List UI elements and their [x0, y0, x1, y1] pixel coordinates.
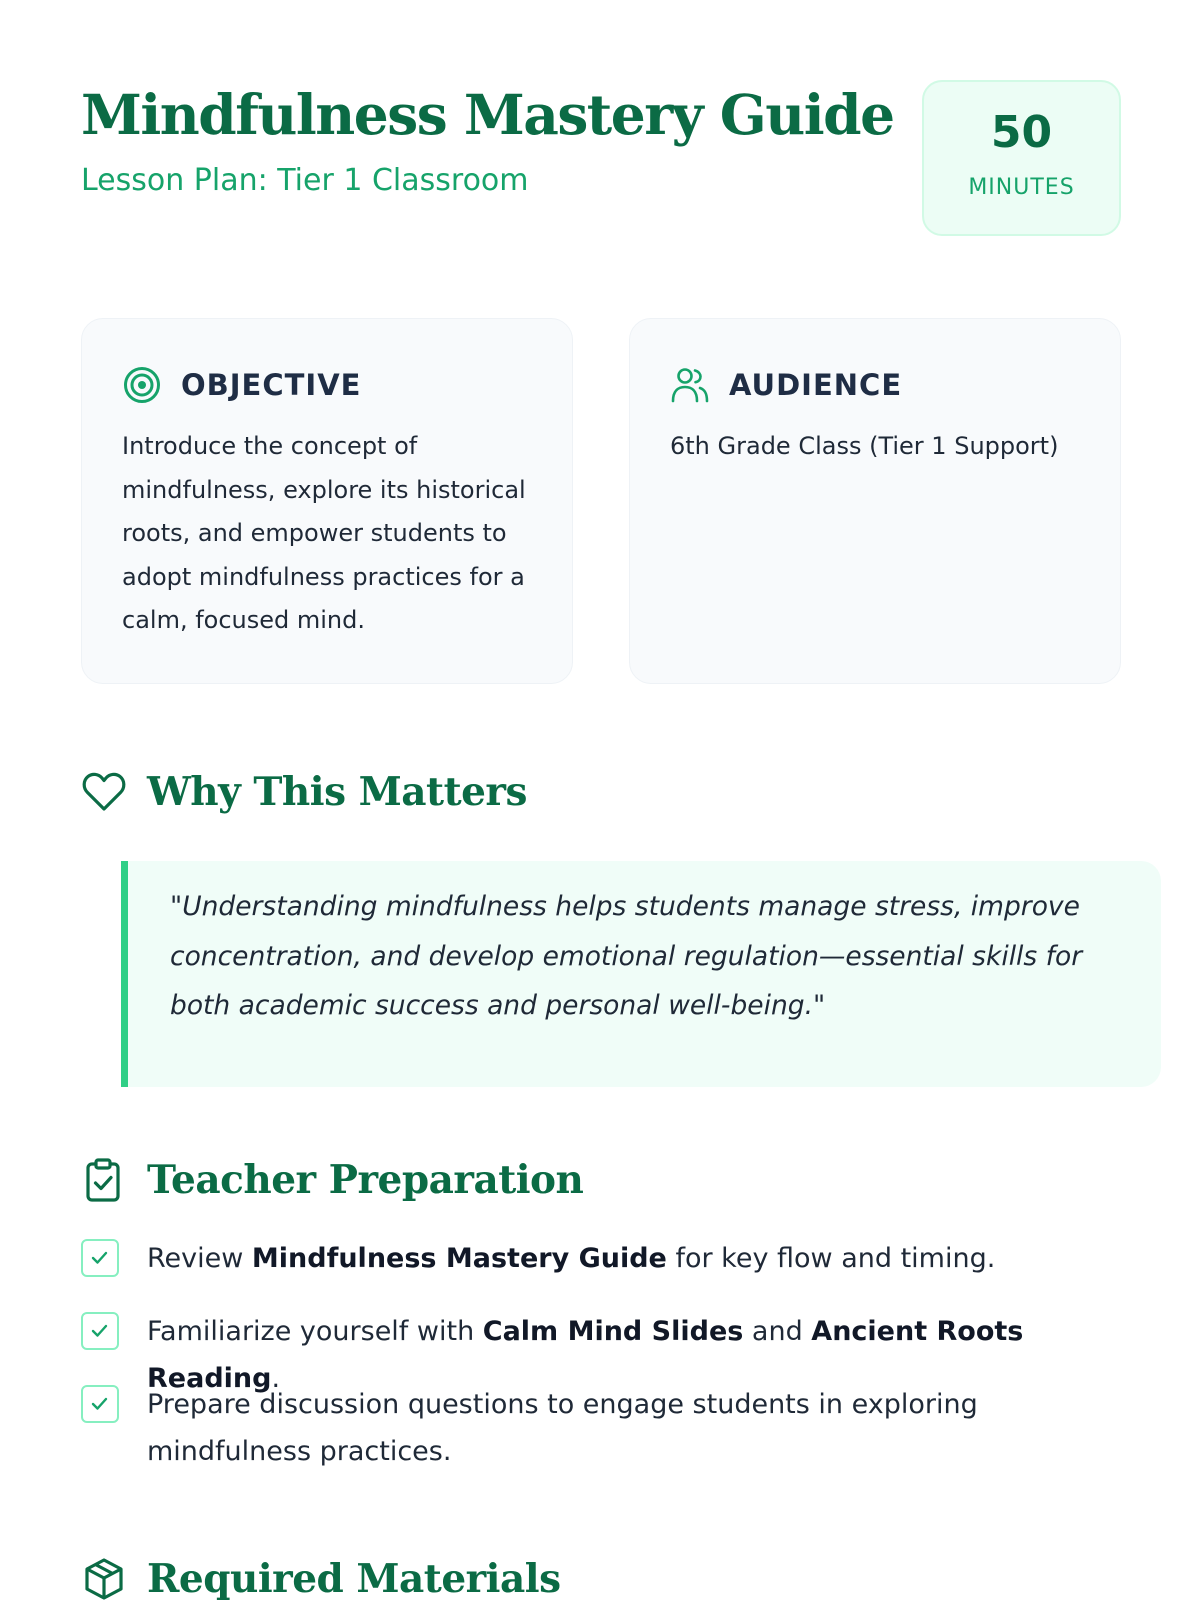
prep-item-text [147, 1235, 1107, 1282]
checkbox-checked-icon[interactable] [81, 1385, 119, 1423]
audience-label: AUDIENCE [729, 368, 903, 402]
audience-text: 6th Grade Class (Tier 1 Support) [670, 432, 1059, 460]
duration-unit: MINUTES [968, 175, 1075, 200]
prep-item-text [147, 1381, 1107, 1475]
duration-badge [922, 80, 1121, 236]
why-quote-block [121, 861, 1161, 1087]
materials-section-header [81, 1554, 561, 1604]
prep-item-text-part: and [743, 1316, 812, 1347]
materials-section-title: Required Materials [147, 1556, 561, 1602]
lesson-plan-page [81, 0, 1121, 1600]
lesson-header [81, 80, 1121, 240]
audience-header [670, 365, 902, 405]
objective-label: OBJECTIVE [181, 368, 362, 402]
prep-item-text-part: Review [147, 1243, 252, 1274]
users-icon [670, 365, 710, 405]
audience-card [629, 318, 1121, 684]
target-icon [122, 365, 162, 405]
clipboard-check-icon [81, 1157, 127, 1203]
prep-item-text-part: for key flow and timing. [666, 1243, 996, 1274]
page-title: Mindfulness Mastery Guide [81, 82, 894, 147]
duration-value: 50 [990, 107, 1053, 158]
checkbox-checked-icon[interactable] [81, 1239, 119, 1277]
objective-header [122, 365, 361, 405]
prep-item-resource: Mindfulness Mastery Guide [251, 1243, 667, 1274]
objective-text: Introduce the concept of mindfulness, explore its historical roots, and empower students to adopt mindfulness practices for a calm, focused mind. [122, 432, 526, 634]
why-quote-text: "Understanding mindfulness helps students manage stress, improve concentration, and develop emotional regulation—essential skills for both academic success and personal well-being." [170, 891, 1083, 1021]
why-section-header [81, 767, 527, 817]
prep-item-text-part: Familiarize yourself with [147, 1316, 483, 1347]
prep-item-resource: Ancient Roots Reading [147, 1316, 1024, 1394]
objective-card [81, 318, 573, 684]
prep-item-text-part: Prepare discussion questions to engage students in exploring mindfulness practices. [147, 1389, 978, 1467]
heart-icon [81, 769, 127, 815]
package-icon [81, 1556, 127, 1602]
prep-item-text-part: . [271, 1363, 281, 1394]
prep-section-header [81, 1155, 583, 1205]
prep-item-resource: Calm Mind Slides [482, 1316, 744, 1347]
prep-section-title: Teacher Preparation [147, 1157, 584, 1203]
page-subtitle: Lesson Plan: Tier 1 Classroom [81, 163, 529, 198]
why-section-title: Why This Matters [147, 769, 527, 815]
checkbox-checked-icon[interactable] [81, 1312, 119, 1350]
